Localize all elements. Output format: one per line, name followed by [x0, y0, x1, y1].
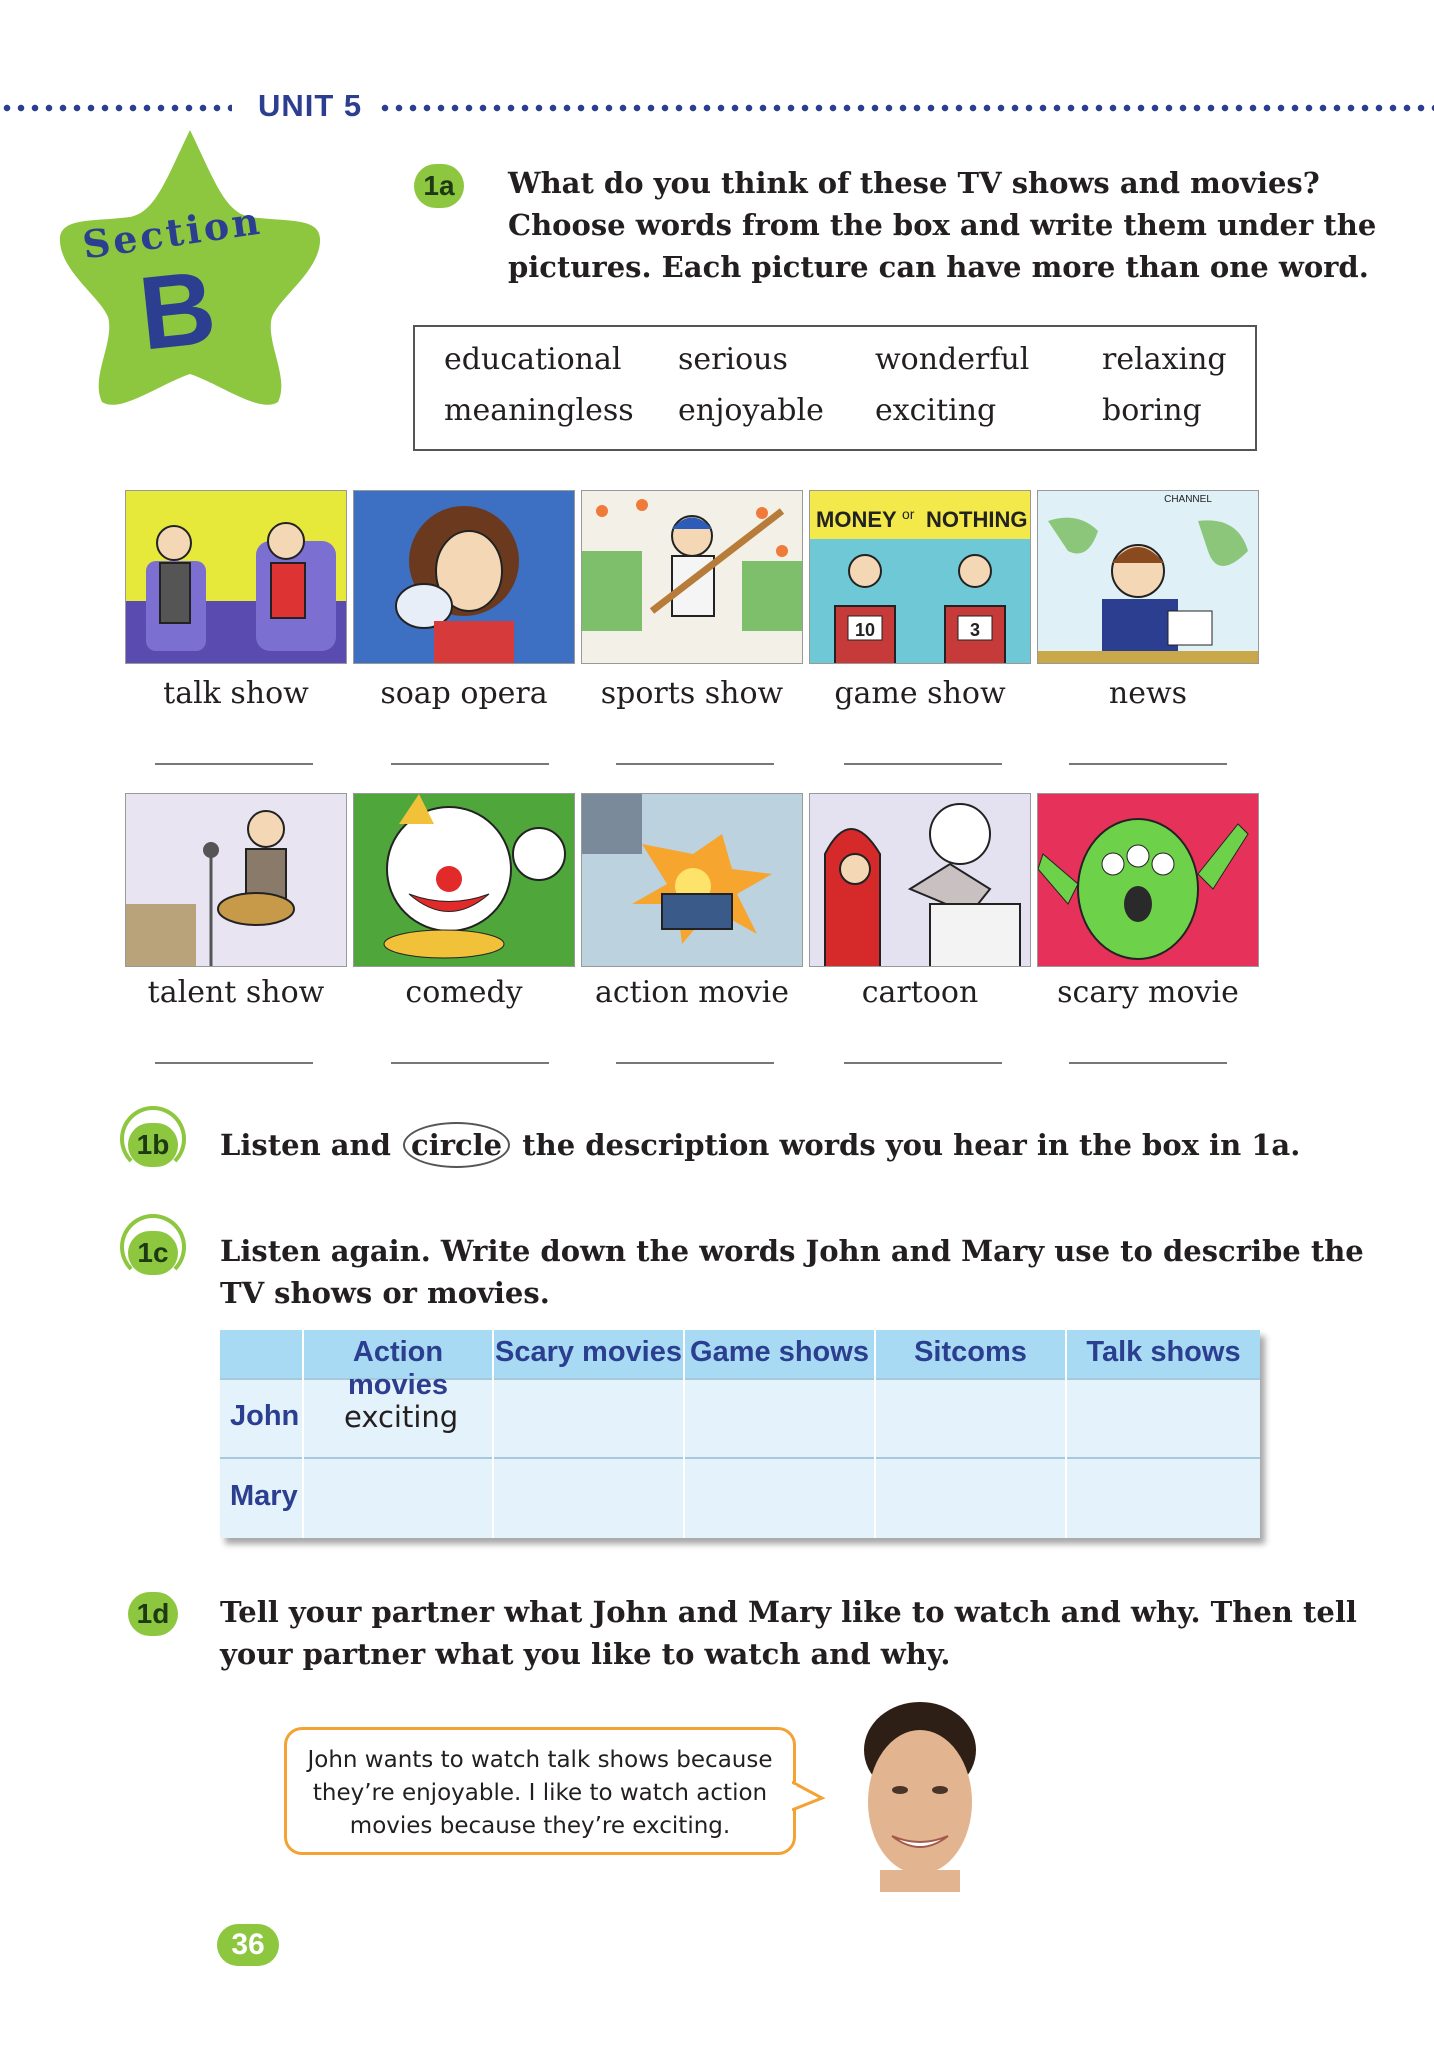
unit-title: UNIT 5 — [258, 88, 363, 123]
caption-action-movie: action movie — [594, 975, 790, 1010]
podium-score-1: 10 — [854, 620, 876, 640]
word-option[interactable]: relaxing — [1102, 342, 1227, 377]
scary-movie-picture — [1037, 793, 1259, 967]
exercise-1b-circled-word: circle — [403, 1122, 510, 1168]
table-column-header: Talk shows — [1086, 1336, 1241, 1368]
caption-cartoon: cartoon — [861, 975, 979, 1010]
game-show-picture — [809, 490, 1031, 664]
speech-bubble-tail — [792, 1778, 832, 1818]
exercise-1c-instruction-line2: TV shows or movies. — [220, 1276, 550, 1310]
exercise-1a-instruction-line2: Choose words from the box and write them under the — [508, 208, 1377, 242]
answer-blank[interactable] — [844, 763, 1002, 765]
header-dots-left — [0, 104, 232, 112]
table-column-header: Scary movies — [494, 1336, 682, 1368]
listening-table — [220, 1330, 1260, 1538]
exercise-1a-instruction-line3: pictures. Each picture can have more than one word. — [508, 250, 1369, 284]
answer-blank[interactable] — [155, 763, 313, 765]
answer-blank[interactable] — [616, 763, 774, 765]
word-option[interactable]: serious — [678, 342, 788, 377]
caption-sports-show: sports show — [600, 676, 784, 711]
game-show-sign-nothing: NOTHING — [926, 507, 1028, 532]
table-row-header-john: John — [230, 1400, 300, 1432]
answer-blank[interactable] — [1069, 763, 1227, 765]
exercise-1a-instruction-line1: What do you think of these TV shows and movies? — [508, 166, 1320, 200]
speech-line: they’re enjoyable. I like to watch action — [312, 1780, 768, 1806]
speech-bubble-text — [300, 1744, 780, 1843]
word-option[interactable]: enjoyable — [678, 393, 824, 428]
caption-news: news — [1108, 676, 1188, 711]
sports-show-picture — [581, 490, 803, 664]
caption-game-show: game show — [834, 676, 1006, 711]
soap-opera-picture — [353, 490, 575, 664]
exercise-1b-badge: 1b — [128, 1123, 178, 1167]
answer-blank[interactable] — [155, 1062, 313, 1064]
exercise-1a-badge: 1a — [414, 164, 464, 208]
talk-show-picture — [125, 490, 347, 664]
podium-score-2: 3 — [969, 620, 981, 640]
exercise-1b-instruction — [220, 1122, 1300, 1168]
answer-blank[interactable] — [616, 1062, 774, 1064]
exercise-1d-instruction-line2: your partner what you like to watch and why. — [220, 1637, 951, 1671]
exercise-1b-text-after: the description words you hear in the box in 1a. — [522, 1128, 1301, 1162]
talent-show-picture — [125, 793, 347, 967]
caption-scary-movie: scary movie — [1057, 975, 1239, 1010]
word-option[interactable]: exciting — [875, 393, 997, 428]
exercise-1b-text-before: Listen and — [220, 1128, 391, 1162]
section-letter: B — [134, 249, 221, 373]
speech-line: movies because they’re exciting. — [349, 1813, 731, 1839]
boy-portrait — [850, 1698, 990, 1892]
caption-soap-opera: soap opera — [380, 676, 548, 711]
answer-blank[interactable] — [391, 763, 549, 765]
word-option[interactable]: boring — [1102, 393, 1202, 428]
page-number: 36 — [217, 1924, 279, 1966]
word-option[interactable]: wonderful — [875, 342, 1030, 377]
cartoon-picture — [809, 793, 1031, 967]
table-column-header: Game shows — [690, 1336, 869, 1368]
news-picture — [1037, 490, 1259, 664]
comedy-picture — [353, 793, 575, 967]
news-channel-label: CHANNEL — [1164, 494, 1212, 505]
game-show-sign-or: or — [902, 506, 915, 522]
answer-blank[interactable] — [1069, 1062, 1227, 1064]
section-word: Section — [79, 197, 265, 268]
header-dots-right — [378, 104, 1434, 112]
table-column-header: Action movies — [348, 1336, 448, 1401]
exercise-1c-badge: 1c — [128, 1231, 178, 1275]
caption-talk-show: talk show — [163, 676, 309, 711]
game-show-sign-money: MONEY — [816, 507, 897, 532]
answer-blank[interactable] — [391, 1062, 549, 1064]
word-option[interactable]: educational — [444, 342, 622, 377]
action-movie-picture — [581, 793, 803, 967]
answer-blank[interactable] — [844, 1062, 1002, 1064]
word-option[interactable]: meaningless — [444, 393, 634, 428]
caption-talent-show: talent show — [147, 975, 325, 1010]
caption-comedy: comedy — [405, 975, 523, 1010]
exercise-1d-badge: 1d — [128, 1592, 178, 1636]
table-column-header: Sitcoms — [914, 1336, 1027, 1368]
table-cell-john-action[interactable]: exciting — [344, 1400, 459, 1434]
exercise-1c-instruction-line1: Listen again. Write down the words John and Mary use to describe the — [220, 1234, 1364, 1268]
exercise-1d-instruction-line1: Tell your partner what John and Mary like to watch and why. Then tell — [220, 1595, 1357, 1629]
table-row-header-mary: Mary — [230, 1480, 298, 1512]
speech-line: John wants to watch talk shows because — [307, 1747, 773, 1773]
